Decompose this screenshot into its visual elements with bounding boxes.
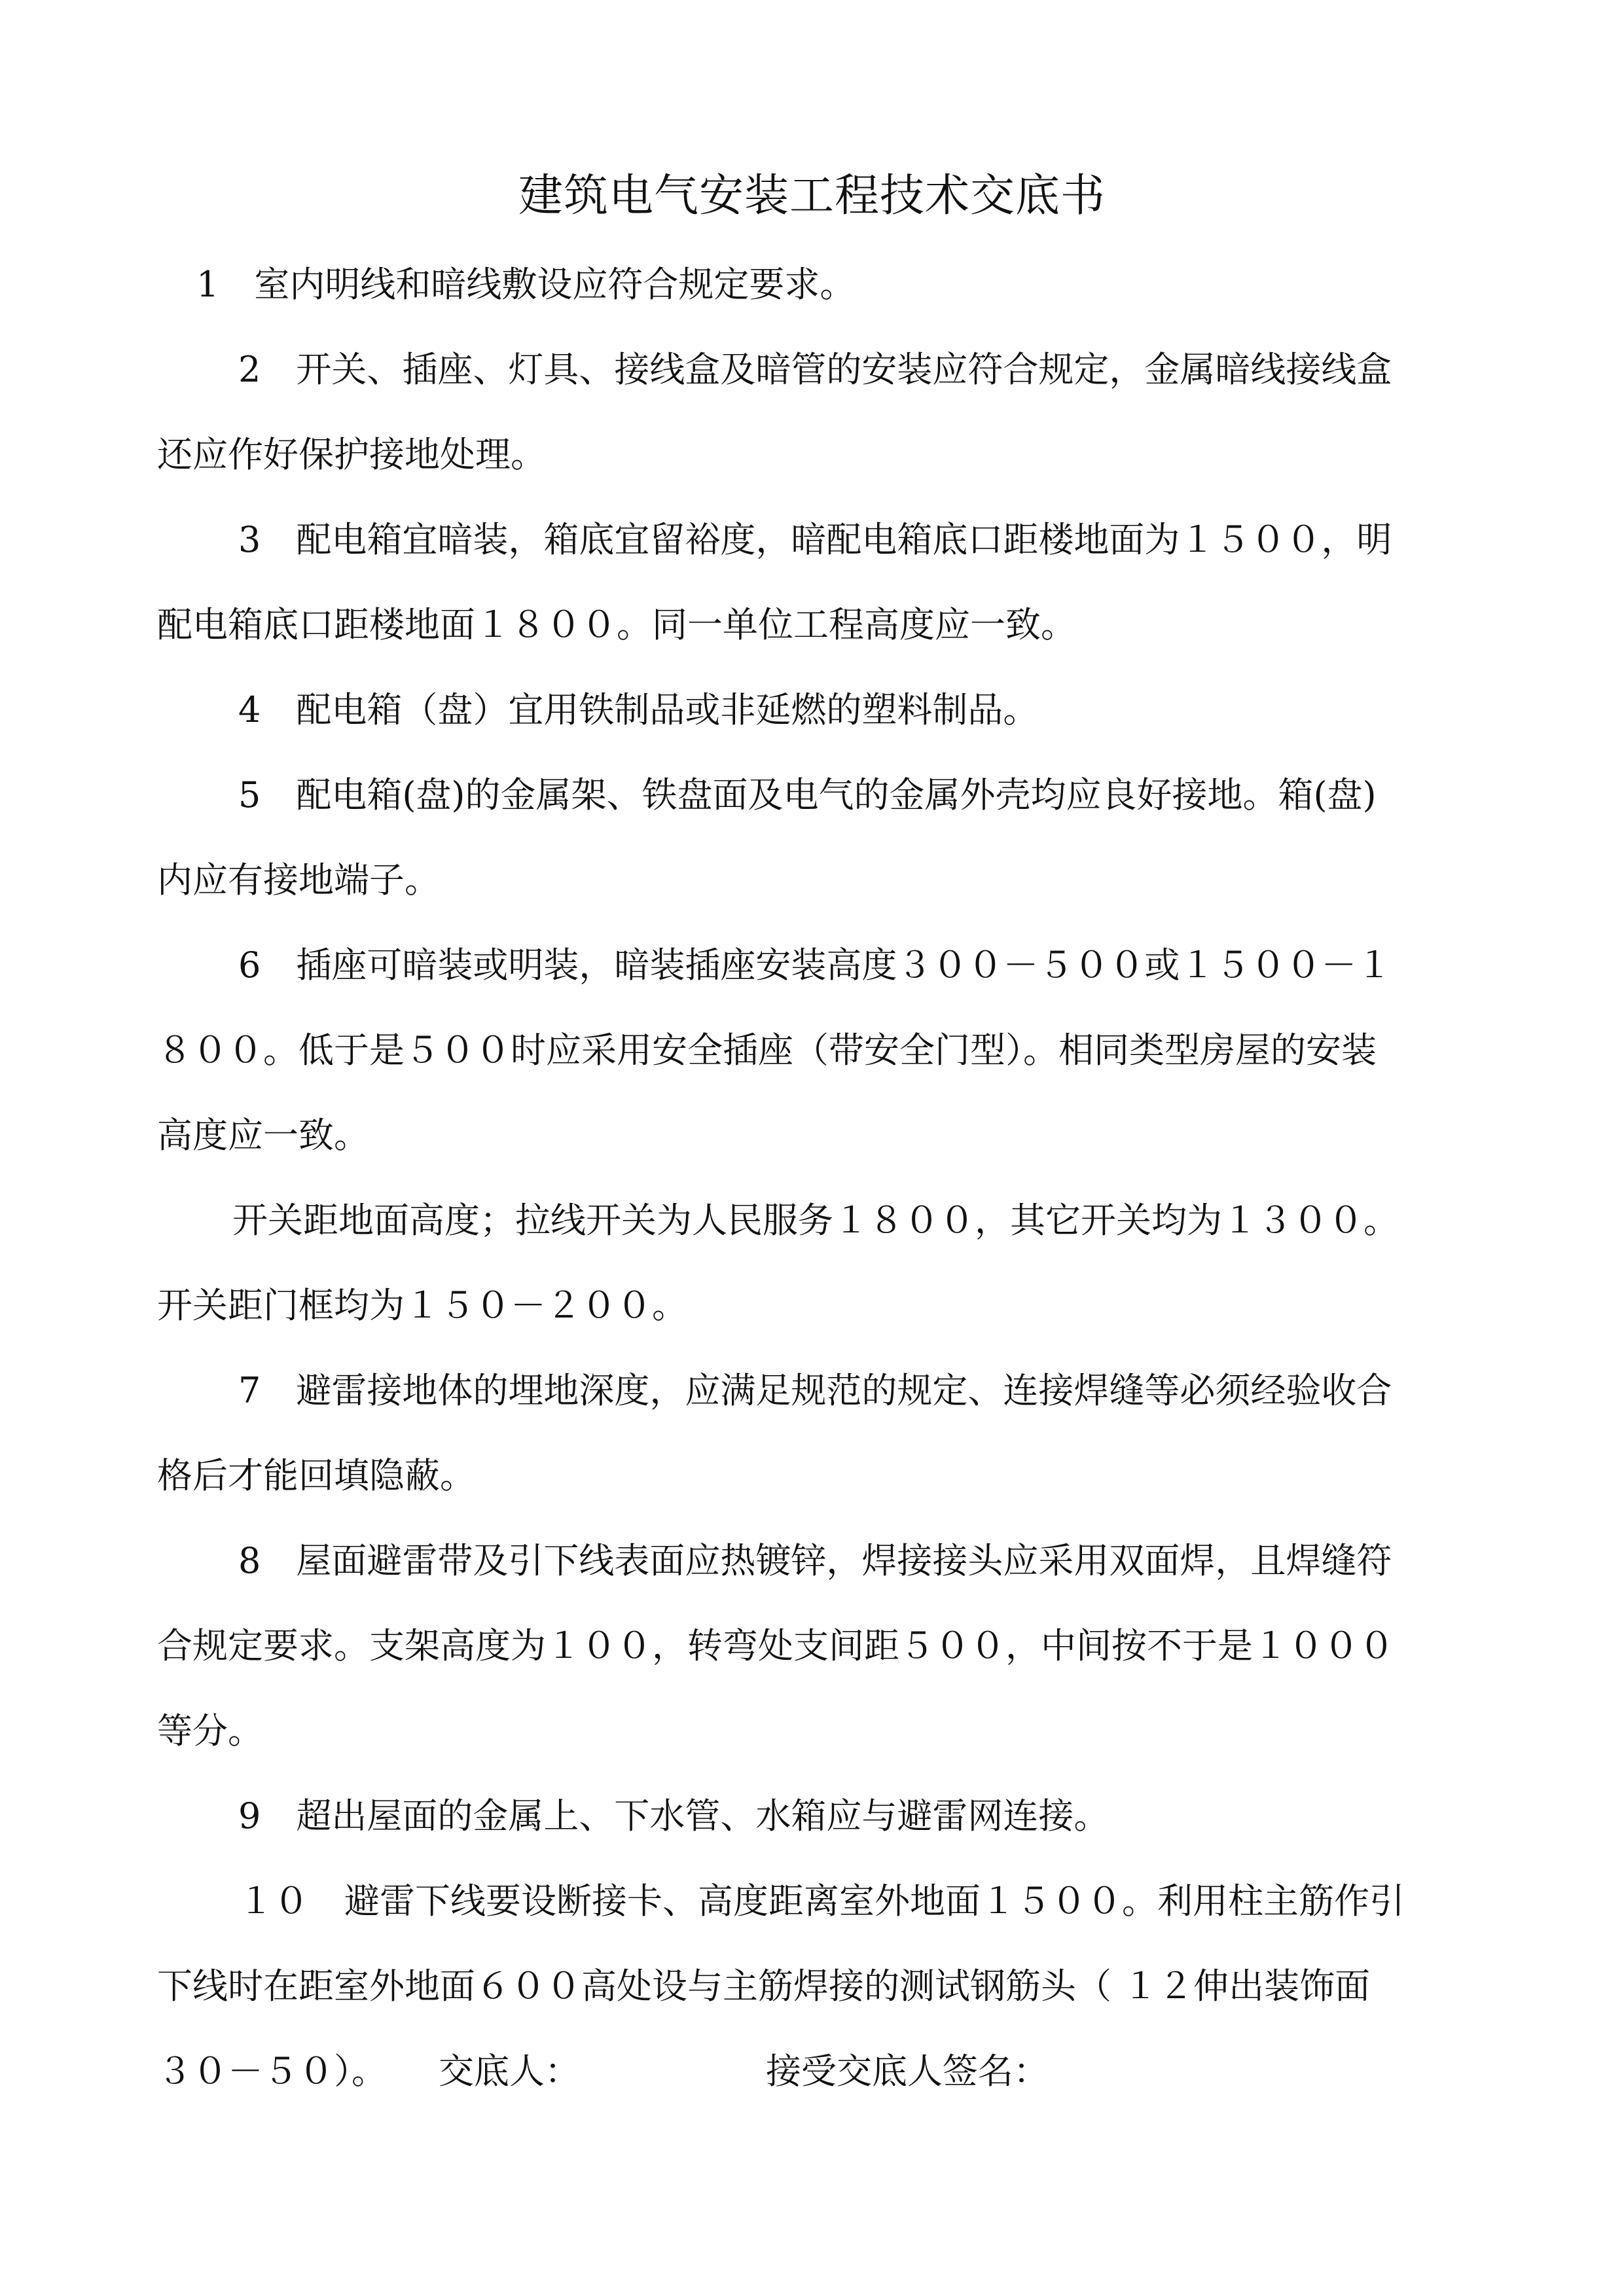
- text-line: 8 屋面避雷带及引下线表面应热镀锌，焊接接头应采用双面焊，且焊缝符: [203, 1540, 1392, 1581]
- text-line: 等分。: [157, 1710, 263, 1751]
- text-line: 9 超出屋面的金属上、下水管、水箱应与避雷网连接。: [203, 1795, 1110, 1837]
- text-line: 4 配电箱（盘）宜用铁制品或非延燃的塑料制品。: [203, 689, 1039, 730]
- text-line: 合规定要求。支架高度为１００，转弯处支间距５００，中间按不于是１０００: [157, 1625, 1394, 1666]
- text-line: 下线时在距室外地面６００高处设与主筋焊接的测试钢筋头（ １２伸出装饰面: [157, 1965, 1371, 2007]
- text-line: １０ 避雷下线要设断接卡、高度距离室外地面１５００。利用柱主筋作引: [203, 1880, 1405, 1922]
- text-line: 开关距门框均为１５０－２００。: [157, 1285, 687, 1326]
- text-line: 内应有接地端子。: [157, 859, 440, 901]
- giver-signature-label: 交底人：: [439, 2051, 580, 2092]
- text-line: 2 开关、插座、灯具、接线盒及暗管的安装应符合规定，金属暗线接线盒: [203, 349, 1392, 390]
- text-line: 还应作好保护接地处理。: [157, 434, 546, 475]
- text-line: 3 配电箱宜暗装，箱底宜留裕度，暗配电箱底口距楼地面为１５００，明: [203, 519, 1392, 560]
- text-line: ３０－５０）。: [157, 2051, 387, 2092]
- text-line: 配电箱底口距楼地面１８００。同一单位工程高度应一致。: [157, 604, 1076, 645]
- text-line: 1 室内明线和暗线敷设应符合规定要求。: [196, 264, 856, 305]
- text-line: 开关距地面高度；拉线开关为人民服务１８００，其它开关均为１３００。: [232, 1200, 1399, 1241]
- text-line: 7 避雷接地体的埋地深度，应满足规范的规定、连接焊缝等必须经验收合: [203, 1370, 1392, 1411]
- document-title: 建筑电气安装工程技术交底书: [518, 170, 1106, 222]
- text-line: 6 插座可暗装或明装，暗装插座安装高度３００－５００或１５００－１: [203, 944, 1392, 986]
- receiver-signature-label: 接受交底人签名：: [766, 2051, 1049, 2092]
- text-line: 高度应一致。: [157, 1115, 369, 1156]
- text-line: ８００。低于是５００时应采用安全插座（带安全门型）。相同类型房屋的安装: [157, 1030, 1377, 1071]
- text-line: 格后才能回填隐蔽。: [157, 1455, 475, 1496]
- text-line: 5 配电箱(盘)的金属架、铁盘面及电气的金属外壳均应良好接地。箱(盘): [203, 774, 1377, 816]
